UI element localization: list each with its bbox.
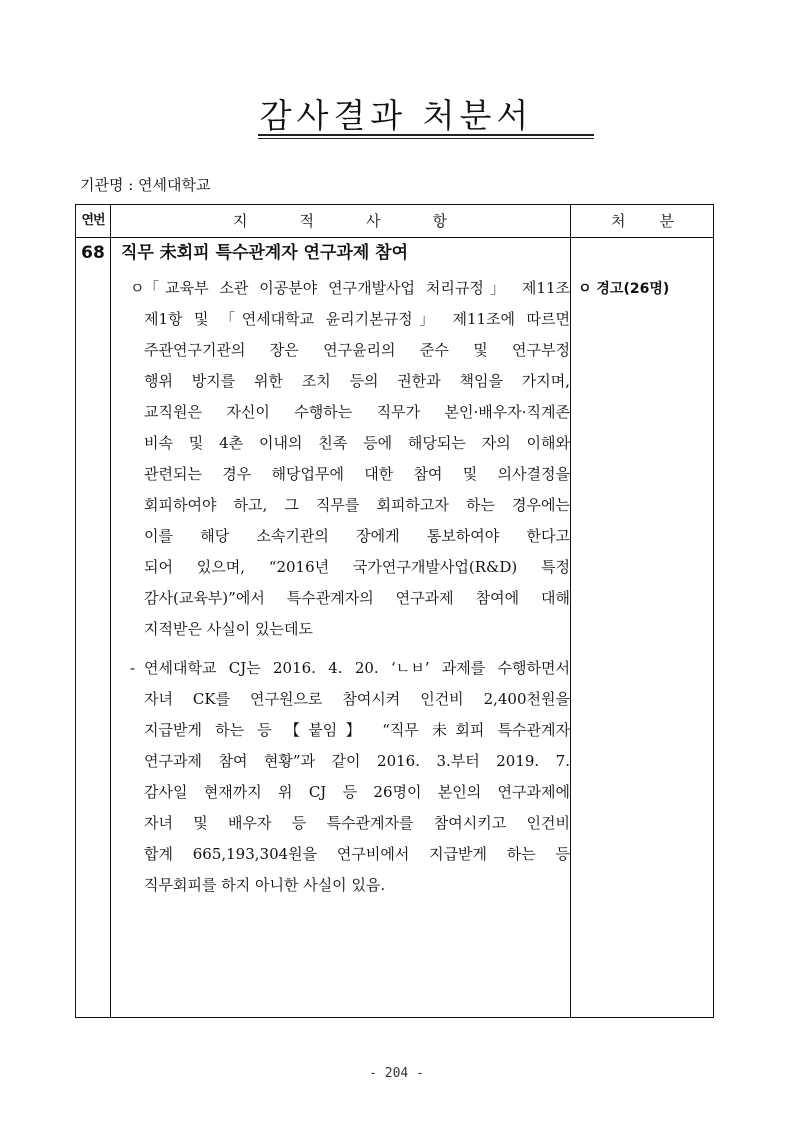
- text-line: 행위 방지를 위한 조치 등의 권한과 책임을 가지며,: [144, 372, 570, 390]
- text-line: 「교육부 소관 이공분야 연구개발사업 처리규정」 제11조: [144, 279, 570, 297]
- text-line: 연구과제 참여 현황”과 같이 2016. 3.부터 2019. 7.: [144, 752, 570, 770]
- header-findings: 지적사항: [233, 212, 499, 230]
- header-divider: [76, 237, 713, 238]
- text-line: 주관연구기관의 장은 연구윤리의 준수 및 연구부정: [144, 341, 570, 359]
- page-number: - 204 -: [369, 1066, 424, 1081]
- text-line: 제1항 및 「연세대학교 윤리기본규정」 제11조에 따르면: [144, 310, 570, 328]
- text-line: 자녀 CK를 연구원으로 참여시켜 인건비 2,400천원을: [144, 690, 570, 708]
- finding-title: 직무 未회피 특수관계자 연구과제 참여: [121, 243, 409, 263]
- header-serial-no: 연번: [81, 213, 105, 228]
- text-line: 합계 665,193,304원을 연구비에서 지급받게 하는 등: [144, 845, 570, 863]
- text-line: 회피하여야 하고, 그 직무를 회피하고자 하는 경우에는: [144, 496, 570, 514]
- paragraph-lines: [144, 273, 570, 645]
- audit-table: [75, 204, 714, 1018]
- column-divider: [570, 205, 571, 1017]
- text-line: 되어 있으며, “2016년 국가연구개발사업(R&D) 특정: [144, 558, 570, 576]
- dash-bullet: -: [130, 659, 136, 677]
- text-line: 관련되는 경우 해당업무에 대한 참여 및 의사결정을: [144, 465, 570, 483]
- text-line: 지급받게 하는 등 【붙임】 “직무 未회피 특수관계자: [144, 721, 570, 739]
- text-line: 교직원은 자신이 수행하는 직무가 본인·배우자·직계존: [144, 403, 570, 421]
- text-line: 지적받은 사실이 있는데도: [144, 620, 313, 638]
- text-line: 직무회피를 하지 아니한 사실이 있음.: [144, 876, 386, 894]
- institution-label: 기관명 : 연세대학교: [80, 176, 211, 194]
- finding-paragraph-1: [130, 273, 570, 645]
- column-divider: [110, 205, 111, 1017]
- title-underline-thin: [258, 138, 594, 139]
- circle-bullet: ㅇ: [130, 279, 145, 297]
- header-disposition: 처분: [611, 212, 708, 230]
- title-underline: [258, 134, 594, 136]
- text-line: 감사(교육부)”에서 특수관계자의 연구과제 참여에 대해: [144, 589, 570, 607]
- text-line: 연세대학교 CJ는 2016. 4. 20. ‘ㄴㅂ’ 과제를 수행하면서: [144, 659, 570, 677]
- paragraph-lines: [144, 653, 570, 901]
- text-line: 비속 및 4촌 이내의 친족 등에 해당되는 자의 이해와: [144, 434, 570, 452]
- disposition-text: ㅇ 경고(26명): [578, 281, 670, 297]
- finding-paragraph-2: [130, 653, 570, 901]
- text-line: 감사일 현재까지 위 CJ 등 26명이 본인의 연구과제에: [144, 783, 570, 801]
- text-line: 자녀 및 배우자 등 특수관계자를 참여시키고 인건비: [144, 814, 570, 832]
- text-line: 이를 해당 소속기관의 장에게 통보하여야 한다고: [144, 527, 570, 545]
- row-serial-no: 68: [81, 243, 105, 263]
- page-title: 감사결과 처분서: [259, 96, 534, 135]
